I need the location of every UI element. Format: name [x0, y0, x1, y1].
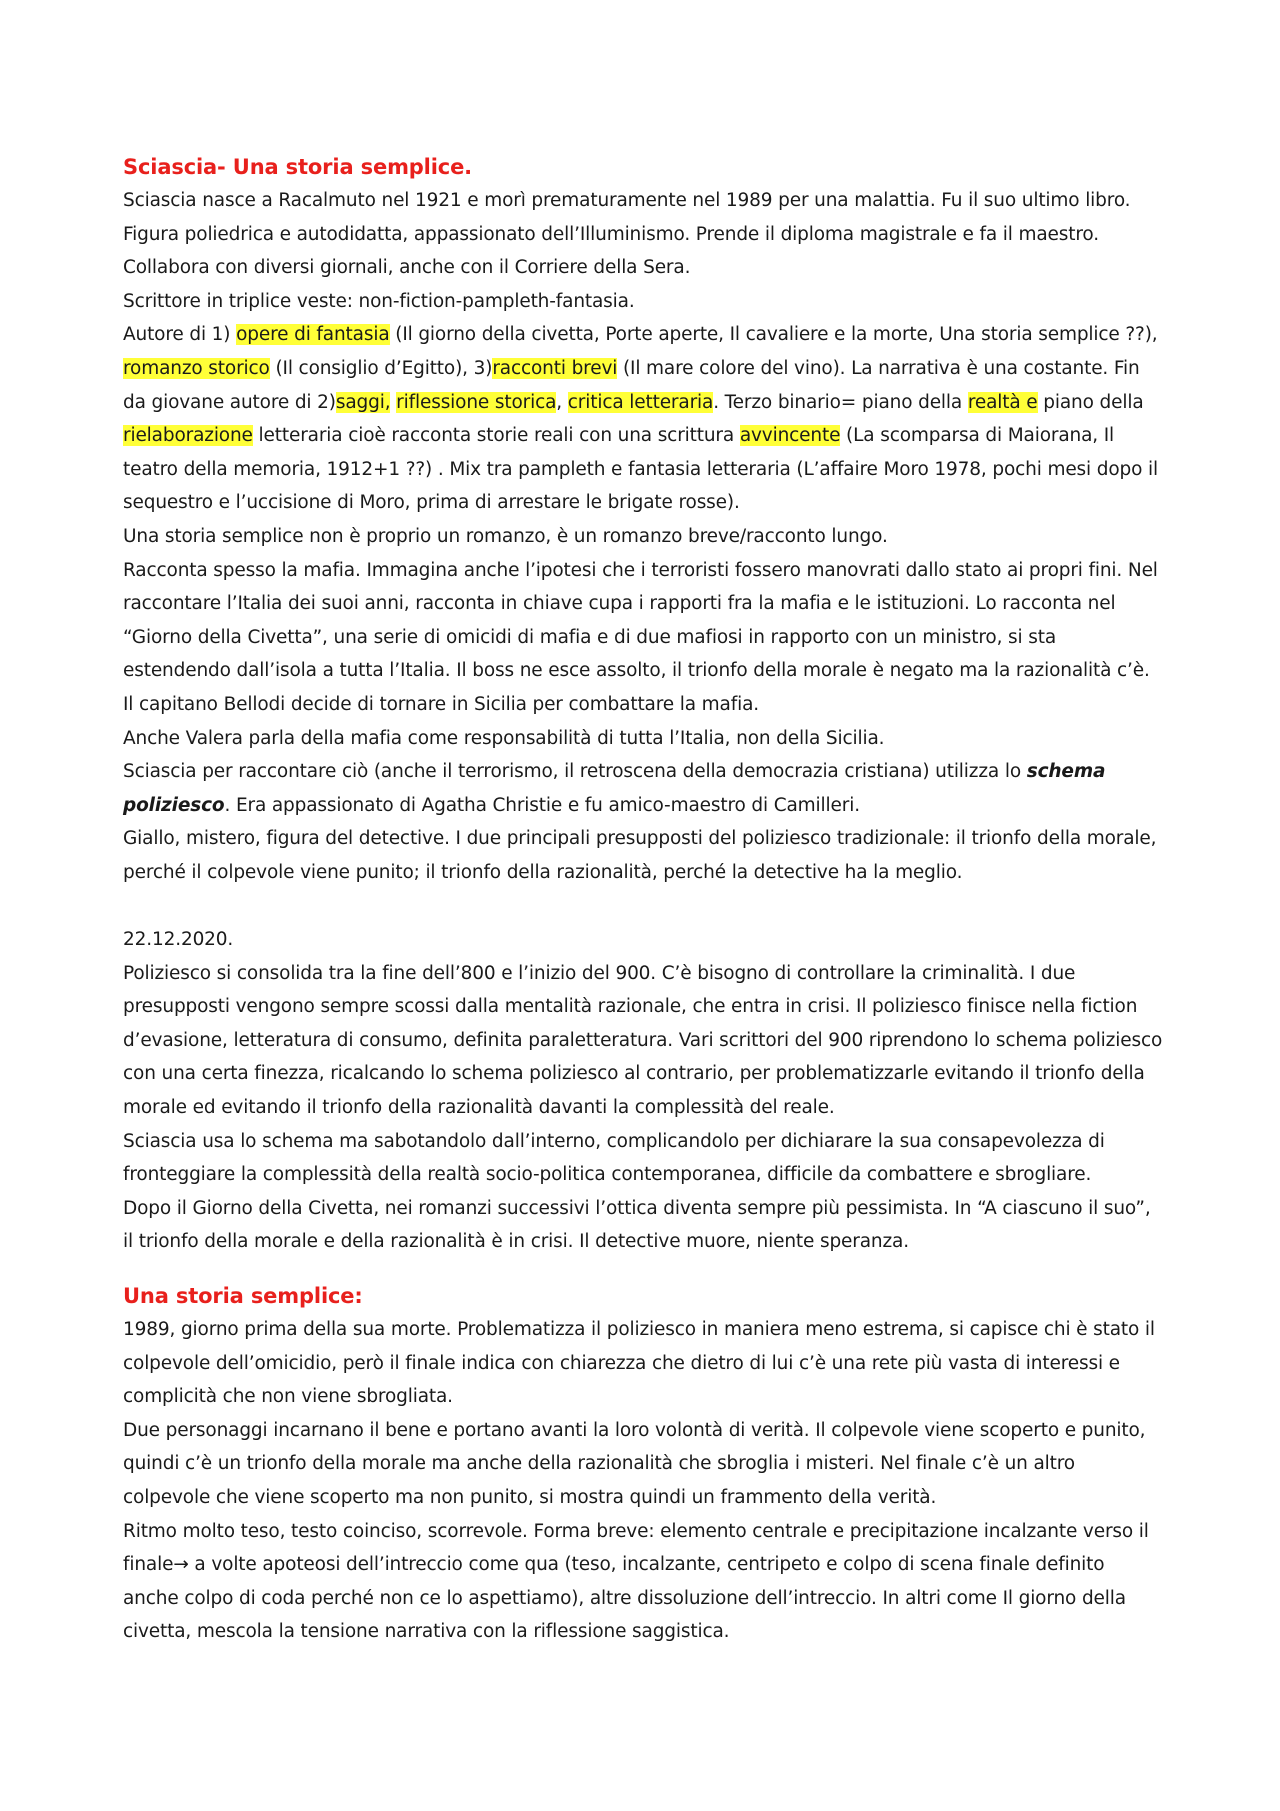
text-run: (Il mare colore del vino). La narrativa è una costante. Fin da giovane autore di 2) — [123, 357, 1140, 413]
highlight-romanzo-storico: romanzo storico — [123, 357, 270, 379]
text-run: Autore di 1) — [123, 324, 237, 346]
document-title: Sciascia- Una storia semplice. — [123, 155, 472, 179]
highlight-rielaborazione: rielaborazione — [123, 425, 253, 447]
text-run: letteraria cioè racconta storie reali con una scrittura — [252, 425, 740, 447]
paragraph-giallo: Giallo, mistero, figura del detective. I due principali presupposti del poliziesco tradizionale: il trionfo della morale, perché il colpevole viene punito; il trionfo della razionalità, perché la detective ha la meglio. — [123, 828, 1157, 883]
paragraph-valera: Anche Valera parla della mafia come responsabilità di tutta l’Italia, non della Sicilia. — [123, 727, 885, 749]
highlight-avvincente: avvincente — [739, 425, 841, 447]
text-run: (Il giorno della civetta, Porte aperte, Il cavaliere e la morte, Una storia semplice ??), — [389, 324, 1158, 346]
paragraph-death: 1989, giorno prima della sua morte. Problematizza il poliziesco in maniera meno estrema, si capisce chi è stato il colpevole dell’omicidio, però il finale indica con chiarezza che dietro di lui c’è una rete più vasta di interessi e complicità che non viene sbrogliata. — [123, 1319, 1155, 1408]
paragraph-characters: Due personaggi incarnano il bene e portano avanti la loro volontà di verità. Il colpevole viene scoperto e punito, quindi c’è un trionfo della morale ma anche della razionalità che sbroglia i misteri. Nel finale c’è un altro colpevole che viene scoperto ma non punito, si mostra quindi un frammento della verità. — [123, 1419, 1146, 1508]
text-run: . Era appassionato di Agatha Christie e fu amico-maestro di Camilleri. — [224, 794, 860, 816]
paragraph-pessimism: Dopo il Giorno della Civetta, nei romanzi successivi l’ottica diventa sempre più pessimista. In “A ciascuno il suo”, il trionfo della morale e della razionalità è in crisi. Il detective muore, niente speranza. — [123, 1197, 1151, 1253]
paragraph-sabotage: Sciascia usa lo schema ma sabotandolo dall’interno, complicandolo per dichiarare la sua consapevolezza di fronteggiare la complessità della realtà socio-politica contemporanea, difficile da combattere e sbrogliare. — [123, 1130, 1105, 1186]
paragraph-poliziesco: Poliziesco si consolida tra la fine dell’800 e l’inizio del 900. C’è bisogno di controllare la criminalità. I due presupposti vengono sempre scossi dalla mentalità razionale, che entra in crisi. Il poliziesco finisce nella fiction d’evasione, letteratura di consumo, definita paraletteratura. Vari scrittori del 900 riprendono lo schema poliziesco con una certa finezza, ricalcando lo schema poliziesco al contrario, per problematizzarle evitando il trionfo della morale ed evitando il trionfo della razionalità davanti la complessità del reale. — [123, 962, 1163, 1119]
schema-poliziesco-emphasis: schema poliziesco — [123, 761, 1106, 816]
highlight-critica-letteraria: critica letteraria — [567, 391, 714, 413]
paragraph-writer-roles: Scrittore in triplice veste: non-fiction-pampleth-fantasia. — [123, 290, 635, 312]
highlight-racconti-brevi: racconti brevi — [492, 357, 618, 379]
blank-line — [123, 889, 1163, 923]
section-heading: Una storia semplice: — [123, 1284, 363, 1308]
paragraph-genre: Una storia semplice non è proprio un romanzo, è un romanzo breve/racconto lungo. — [123, 525, 888, 547]
text-run: , — [556, 391, 568, 413]
document-page — [123, 150, 1163, 1649]
text-run: Ritmo molto teso, testo coinciso, scorrevole. Forma breve: elemento centrale e precipitazione incalzante verso il finale — [123, 1520, 1149, 1576]
paragraph-works — [123, 318, 1163, 520]
text-run: . Terzo binario= piano della — [713, 391, 968, 413]
text-run: piano della — [1037, 391, 1144, 413]
arrow-right-icon: → — [173, 1554, 189, 1576]
date-line: 22.12.2020. — [123, 929, 234, 951]
text-run: Sciascia per raccontare ciò (anche il terrorismo, il retroscena della democrazia cristiana) utilizza lo — [123, 761, 1027, 783]
paragraph-rhythm — [123, 1515, 1163, 1649]
paragraph-biography: Sciascia nasce a Racalmuto nel 1921 e morì prematuramente nel 1989 per una malattia. Fu il suo ultimo libro. Figura poliedrica e autodidatta, appassionato dell’Illuminismo. Prende il diploma magistrale e fa il maestro. Collabora con diversi giornali, anche con il Corriere della Sera. — [123, 190, 1131, 279]
highlight-opere-di-fantasia: opere di fantasia — [236, 324, 390, 346]
highlight-riflessione-storica: riflessione storica — [396, 391, 557, 413]
highlight-realta: realtà e — [967, 391, 1038, 413]
paragraph-mafia: Racconta spesso la mafia. Immagina anche l’ipotesi che i terroristi fossero manovrati dallo stato ai propri fini. Nel raccontare l’Italia dei suoi anni, racconta in chiave cupa i rapporti fra la mafia e le istituzioni. Lo racconta nel “Giorno della Civetta”, una serie di omicidi di mafia e di due mafiosi in rapporto con un ministro, si sta estendendo dall’isola a tutta l’Italia. Il boss ne esce assolto, il trionfo della morale è negato ma la razionalità c’è. Il capitano Bellodi decide di tornare in Sicilia per combattare la mafia. — [123, 559, 1158, 715]
paragraph-schema — [123, 755, 1163, 822]
highlight-saggi: saggi, — [335, 391, 391, 413]
text-run: a volte apoteosi dell’intreccio come qua (teso, incalzante, centripeto e colpo di scena finale definito anche colpo di coda perché non ce lo aspettiamo), altre dissoluzione dell’intreccio. In altri come Il giorno della civetta, mescola la tensione narrativa con la riflessione saggistica. — [123, 1554, 1126, 1643]
text-run: (Il consiglio d’Egitto), 3) — [269, 357, 493, 379]
text-run: (La scomparsa di Maiorana, Il teatro della memoria, 1912+1 ??) . Mix tra pampleth e fantasia letteraria (L’affaire Moro 1978, pochi mesi dopo il sequestro e l’uccisione di Moro, prima di arrestare le brigate rosse). — [123, 425, 1158, 514]
